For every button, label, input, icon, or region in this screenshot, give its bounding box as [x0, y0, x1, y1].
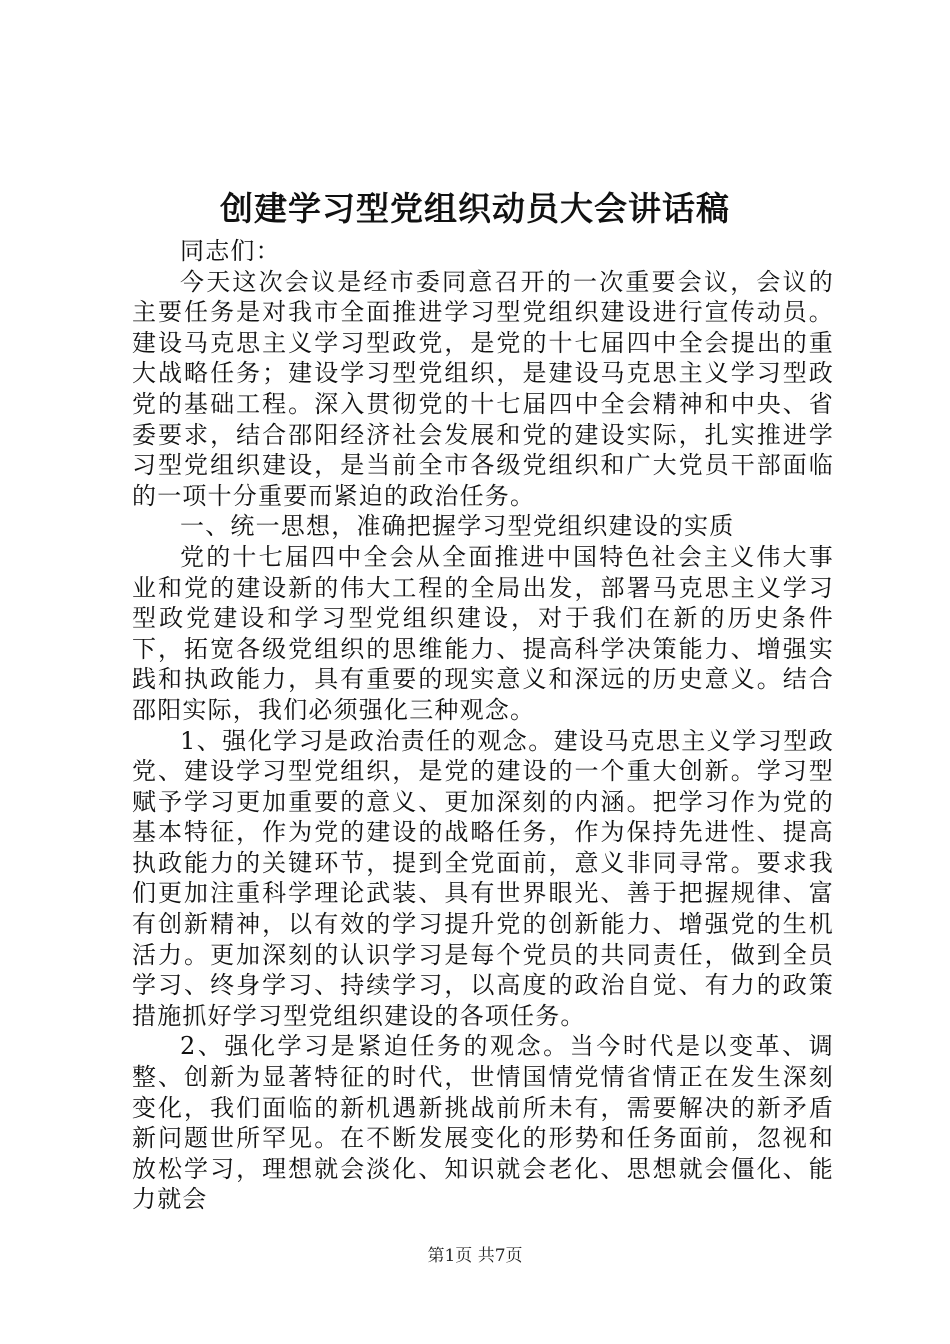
- document-body: [132, 236, 834, 1215]
- point-2-paragraph: 2、强化学习是紧迫任务的观念。当今时代是以变革、调整、创新为显著特征的时代，世情国情党情省情正在发生深刻变化，我们面临的新机遇新挑战前所未有，需要解决的新矛盾新问题世所罕见。在不断发展变化的形势和任务面前，忽视和放松学习，理想就会淡化、知识就会老化、思想就会僵化、能力就会: [132, 1032, 834, 1214]
- section-1-paragraph: 党的十七届四中全会从全面推进中国特色社会主义伟大事业和党的建设新的伟大工程的全局出发，部署马克思主义学习型政党建设和学习型党组织建设，对于我们在新的历史条件下，拓宽各级党组织的思维能力、提高科学决策能力、增强实践和执政能力，具有重要的现实意义和深远的历史意义。结合邵阳实际，我们必须强化三种观念。: [132, 542, 834, 724]
- document-title: 创建学习型党组织动员大会讲话稿: [220, 189, 730, 228]
- section-heading-1: 一、统一思想，准确把握学习型党组织建设的实质: [180, 512, 735, 541]
- point-1-paragraph: 1、强化学习是政治责任的观念。建设马克思主义学习型政党、建设学习型党组织，是党的建设的一个重大创新。学习型赋予学习更加重要的意义、更加深刻的内涵。把学习作为党的基本特征，作为党的建设的战略任务，作为保持先进性、提高执政能力的关键环节，提到全党面前，意义非同寻常。要求我们更加注重科学理论武装、具有世界眼光、善于把握规律、富有创新精神，以有效的学习提升党的创新能力、增强党的生机活力。更加深刻的认识学习是每个党员的共同责任，做到全员学习、终身学习、持续学习，以高度的政治自觉、有力的政策措施抓好学习型党组织建设的各项任务。: [132, 726, 834, 1030]
- page-footer: 第1页 共7页: [427, 1246, 523, 1266]
- salutation-paragraph: 同志们：: [180, 237, 281, 265]
- intro-paragraph: 今天这次会议是经市委同意召开的一次重要会议，会议的主要任务是对我市全面推进学习型党组织建设进行宣传动员。建设马克思主义学习型政党，是党的十七届四中全会提出的重大战略任务；建设学习型党组织，是建设马克思主义学习型政党的基础工程。深入贯彻党的十七届四中全会精神和中央、省委要求，结合邵阳经济社会发展和党的建设实际，扎实推进学习型党组织建设，是当前全市各级党组织和广大党员干部面临的一项十分重要而紧迫的政治任务。: [132, 267, 834, 510]
